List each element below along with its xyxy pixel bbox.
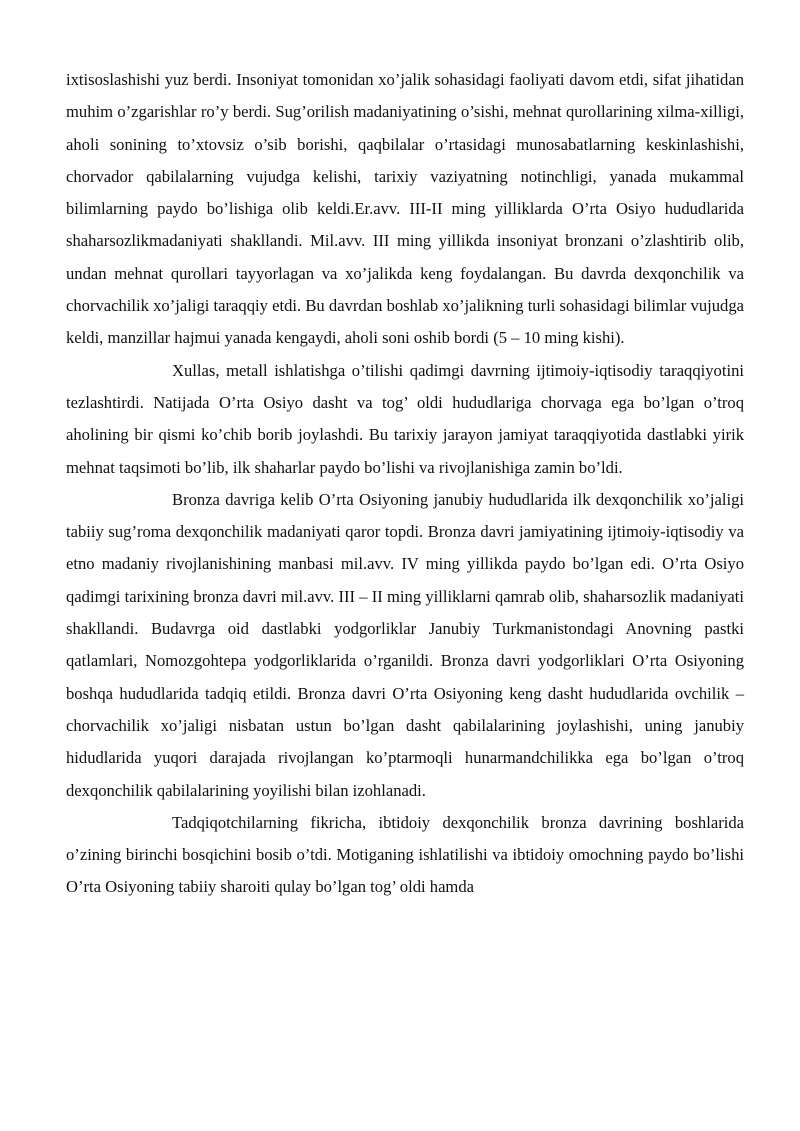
- paragraph: Xullas, metall ishlatishga o’tilishi qadimgi davrning ijtimoiy-iqtisodiy taraqqiyotini tezlashtirdi. Natijada O’rta Osiyo dasht va tog’ oldi hududlariga chorvaga ega bo’lgan o’troq aholining bir qismi ko’chib borib joylashdi. Bu tarixiy jarayon jamiyat taraqqiyotida dastlabki yirik mehnat taqsimoti bo’lib, ilk shaharlar paydo bo’lishi va rivojlanishiga zamin bo’ldi.: [66, 360, 744, 477]
- paragraph: ixtisoslashishi yuz berdi. Insoniyat tomonidan xo’jalik sohasidagi faoliyati davom etdi, sifat jihatidan muhim o’zgarishlar ro’y berdi. Sug’orilish madaniyatining o’sishi, mehnat qurollarining xilma-xilligi, aholi sonining to’xtovsiz o’sib borishi, qaqbilalar o’rtasidagi munosabatlarning keskinlashishi, chorvador qabilalarning vujudga kelishi, tarixiy vaziyatning notinchligi, yanada mukammal bilimlarning paydo bo’lishiga olib keldi.Er.avv. III-II ming yilliklarda O’rta Osiyo hududlarida shaharsozlikmadaniyati shakllandi. Mil.avv. III ming yillikda insoniyat bronzani o’zlashtirib olib, undan mehnat qurollari tayyorlagan va xo’jalikda keng foydalangan. Bu davrda dexqonchilik va chorvachilik xo’jaligi taraqqiy etdi. Bu davrdan boshlab xo’jalikning turli sohasidagi bilimlar vujudga keldi, manzillar hajmui yanada kengaydi, aholi soni oshib bordi (5 – 10 ming kishi).: [66, 70, 744, 348]
- paragraph: Tadqiqotchilarning fikricha, ibtidoiy dexqonchilik bronza davrining boshlarida o’zining birinchi bosqichini bosib o’tdi. Motiganing ishlatilishi va ibtidoiy omochning paydo bo’lishi O’rta Osiyoning tabiiy sharoiti qulay bo’lgan tog’ oldi hamda: [66, 812, 744, 897]
- document-page: [66, 64, 744, 904]
- paragraph: Bronza davriga kelib O’rta Osiyoning janubiy hududlarida ilk dexqonchilik xo’jaligi tabiiy sug’roma dexqonchilik madaniyati qaror topdi. Bronza davri jamiyatining ijtimoiy-iqtisodiy va etno madaniy rivojlanishining manbasi mil.avv. IV ming yillikda paydo bo’lgan edi. O’rta Osiyo qadimgi tarixining bronza davri mil.avv. III – II ming yilliklarni qamrab olib, shaharsozlik madaniyati shakllandi. Budavrga oid dastlabki yodgorliklar Janubiy Turkmanistondagi Anovning pastki qatlamlari, Nomozgohtepa yodgorliklarida o’rganildi. Bronza davri yodgorliklari O’rta Osiyoning boshqa hududlarida tadqiq etildi. Bronza davri O’rta Osiyoning keng dasht hududlarida ovchilik – chorvachilik xo’jaligi nisbatan ustun bo’lgan dasht qabilalarining joylashishi, uning janubiy hidudlarida yuqori darajada rivojlangan ko’ptarmoqli hunarmandchilikka ega bo’lgan o’troq dexqonchilik qabilalarining yoyilishi bilan izohlanadi.: [66, 489, 744, 800]
